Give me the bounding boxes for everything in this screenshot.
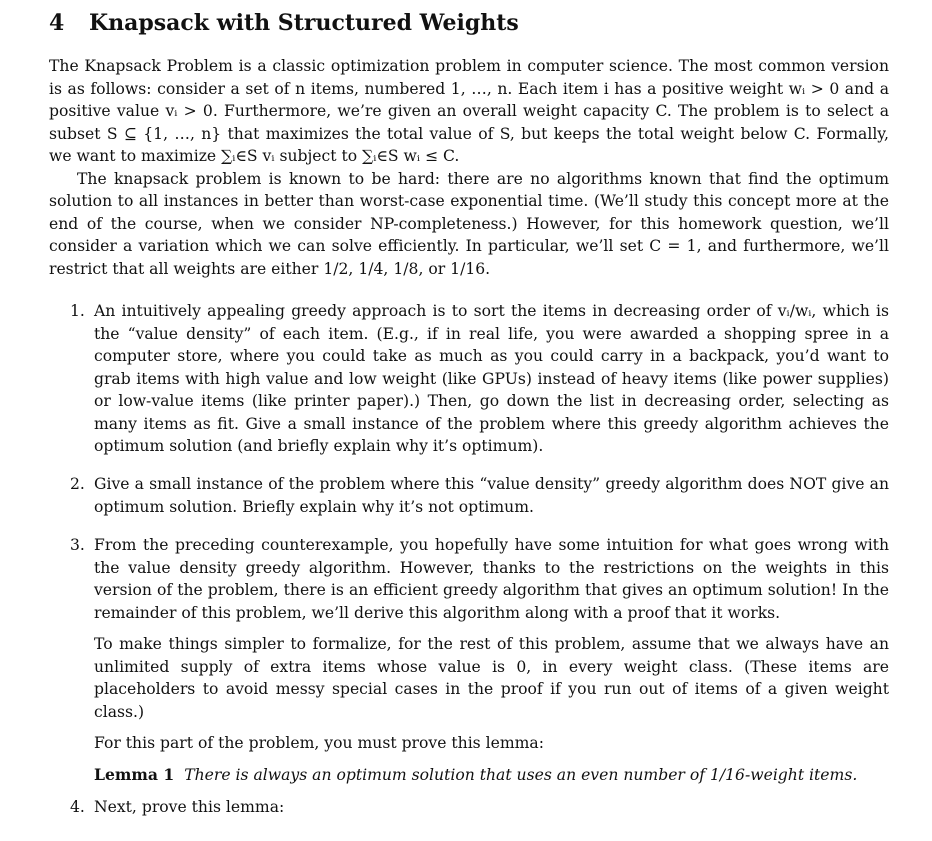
question-2-number: 2. <box>70 475 85 493</box>
section-title: Knapsack with Structured Weights <box>89 10 519 36</box>
question-2-text: Give a small instance of the problem where this “value density” greedy algorithm does NOT give an optimum solution. Briefly explain why it’s not optimum. <box>94 475 889 516</box>
intro-paragraph-1: The Knapsack Problem is a classic optimization problem in computer science. The most common version is as follows: consider a set of n items, numbered 1, …, n. Each item i has a positive weight wᵢ > 0 and a positive value vᵢ > 0. Furthermore, we’re given an overall weight capacity C. The problem is to select a subset S ⊆ {1, …, n} that maximizes the total value of S, but keeps the total weight below C. Formally, we want to maximize ∑ᵢ∈S vᵢ subject to ∑ᵢ∈S wᵢ ≤ C. <box>49 57 889 165</box>
question-1-text: An intuitively appealing greedy approach is to sort the items in decreasing order of vᵢ/wᵢ, which is the “value density” of each item. (E.g., if in real life, you were awarded a shopping spree in a computer store, where you could take as much as you could carry in a backpack, you’d want to grab items with high value and low weight (like GPUs) instead of heavy items (like power supplies) or low-value items (like printer paper).) Then, go down the list in decreasing order, selecting as many items as fit. Give a small instance of the problem where this greedy algorithm achieves the optimum solution (and briefly explain why it’s optimum). <box>94 302 889 455</box>
question-1 <box>49 300 889 458</box>
intro-paragraph-2: The knapsack problem is known to be hard: there are no algorithms known that find the optimum solution to all instances in better than worst-case exponential time. (We’ll study this concept more at the end of the course, when we consider NP-completeness.) However, for this homework question, we’ll consider a variation which we can solve efficiently. In particular, we’ll set C = 1, and furthermore, we’ll restrict that all weights are either 1/2, 1/4, 1/8, or 1/16. <box>49 169 889 278</box>
question-1-number: 1. <box>70 302 85 320</box>
question-3-text-2: To make things simpler to formalize, for the rest of this problem, assume that we always have an unlimited supply of extra items whose value is 0, in every weight class. (These items are placeholders to avoid messy special cases in the proof if you run out of items of a given weight class.) <box>94 635 889 721</box>
question-3-text-3: For this part of the problem, you must prove this lemma: <box>94 734 544 752</box>
question-2 <box>49 473 889 518</box>
lemma-1-text: There is always an optimum solution that uses an even number of 1/16-weight items. <box>184 765 858 784</box>
lemma-1 <box>94 764 889 787</box>
question-3-number: 3. <box>70 536 85 554</box>
question-3-text: From the preceding counterexample, you hopefully have some intuition for what goes wrong with the value density greedy algorithm. However, thanks to the restrictions on the weights in this version of the problem, there is an efficient greedy algorithm that gives an optimum solution! In the remainder of this problem, we’ll derive this algorithm along with a proof that it works. <box>94 536 889 622</box>
intro-text <box>49 55 889 280</box>
lemma-1-label: Lemma 1 <box>94 764 175 784</box>
section-number: 4 <box>49 10 65 36</box>
question-4 <box>49 796 889 819</box>
question-3 <box>49 534 889 786</box>
question-4-text: Next, prove this lemma: <box>94 798 285 816</box>
question-4-number: 4. <box>70 798 85 816</box>
section-heading <box>49 6 519 40</box>
